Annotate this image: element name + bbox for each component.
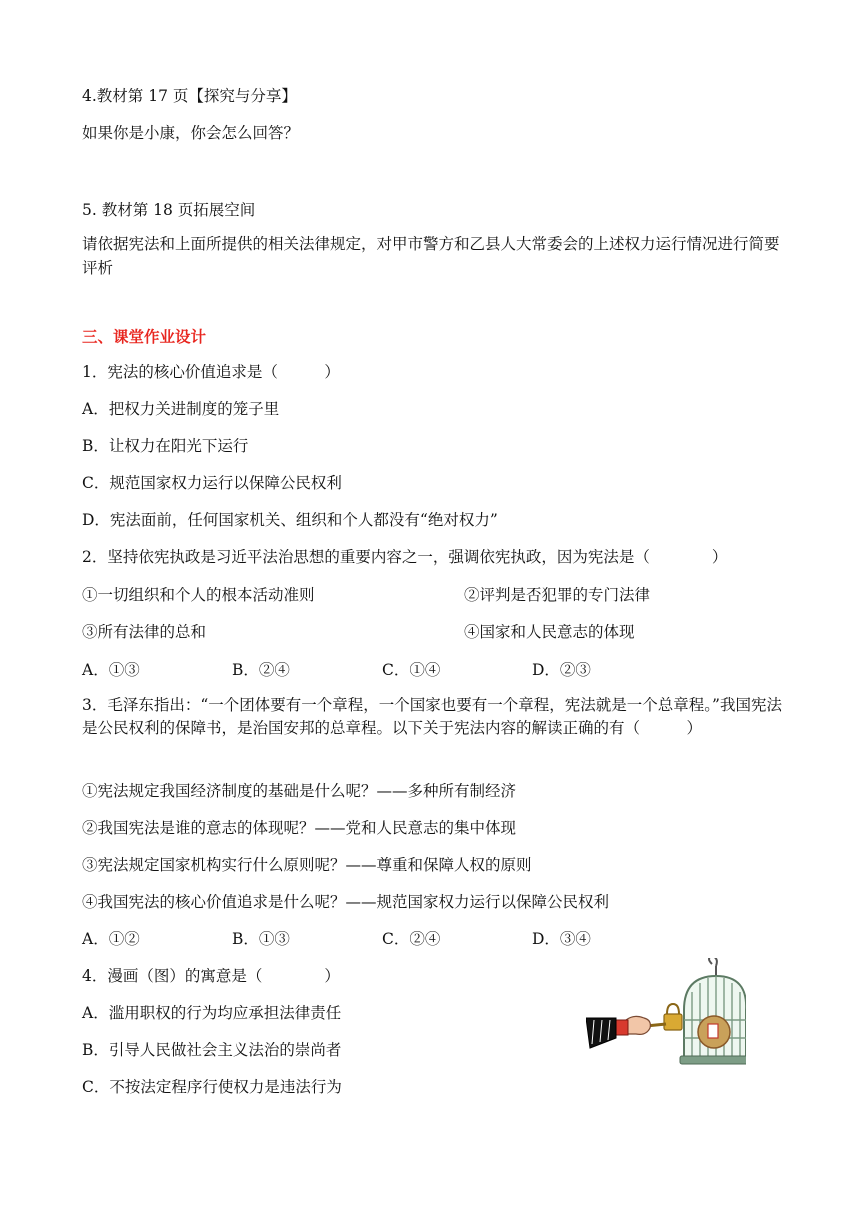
q1-option-b: B．让权力在阳光下运行	[82, 437, 249, 455]
q3-option-d: D．③④	[532, 930, 591, 948]
q3-option-b: B．①③	[232, 930, 290, 948]
q4-option-c: C．不按法定程序行使权力是违法行为	[82, 1078, 342, 1096]
item4-title: 4.教材第 17 页【探究与分享】	[82, 87, 297, 105]
q3-stem: 3．毛泽东指出：“一个团体要有一个章程，一个国家也要有一个章程，宪法就是一个总章程。”我国宪法是公民权利的保障书，是治国安邦的总章程。以下关于宪法内容的解读正确的有（ ）	[82, 696, 782, 737]
item5-title: 5. 教材第 18 页拓展空间	[82, 201, 256, 219]
q4-option-b: B．引导人民做社会主义法治的崇尚者	[82, 1041, 342, 1059]
cage-hook-icon	[709, 958, 717, 966]
padlock-icon	[664, 1014, 682, 1030]
q4-stem: 4．漫画（图）的寓意是（ ）	[82, 967, 340, 985]
q2-option-b: B．②④	[232, 661, 290, 679]
q2-statement-4: ④国家和人民意志的体现	[464, 623, 635, 641]
q2-option-c: C．①④	[382, 661, 441, 679]
q3-statement-4: ④我国宪法的核心价值追求是什么呢？——规范国家权力运行以保障公民权利	[82, 893, 610, 911]
q2-statement-2: ②评判是否犯罪的专门法律	[464, 586, 651, 604]
q2-stem: 2．坚持依宪执政是习近平法治思想的重要内容之一，强调依宪执政，因为宪法是（ ）	[82, 548, 728, 566]
hand-icon	[626, 1016, 650, 1034]
q3-statement-1: ①宪法规定我国经济制度的基础是什么呢？——多种所有制经济	[82, 782, 517, 800]
item5-text: 请依据宪法和上面所提供的相关法律规定，对甲市警方和乙县人大常委会的上述权力运行情况进行简要评析	[82, 235, 780, 277]
q2-option-d: D．②③	[532, 661, 591, 679]
cage-cartoon-image	[586, 958, 746, 1068]
q1-option-c: C．规范国家权力运行以保障公民权利	[82, 474, 342, 492]
q3-statement-3: ③宪法规定国家机构实行什么原则呢？——尊重和保障人权的原则	[82, 856, 532, 874]
q1-option-d: D．宪法面前，任何国家机关、组织和个人都没有“绝对权力”	[82, 511, 498, 529]
q1-option-a: A．把权力关进制度的笼子里	[82, 400, 280, 418]
q3-option-c: C．②④	[382, 930, 441, 948]
q2-option-a: A．①③	[82, 661, 140, 679]
q3-option-a: A．①②	[82, 930, 140, 948]
section-heading: 三、课堂作业设计	[82, 328, 207, 346]
q3-statement-2: ②我国宪法是谁的意志的体现呢？——党和人民意志的集中体现	[82, 819, 517, 837]
q1-stem: 1．宪法的核心价值追求是（ ）	[82, 363, 340, 381]
item4-text: 如果你是小康，你会怎么回答？	[82, 124, 300, 142]
q2-statement-3: ③所有法律的总和	[82, 623, 207, 641]
q2-statement-1: ①一切组织和个人的根本活动准则	[82, 586, 315, 604]
q4-option-a: A．滥用职权的行为均应承担法律责任	[82, 1004, 342, 1022]
